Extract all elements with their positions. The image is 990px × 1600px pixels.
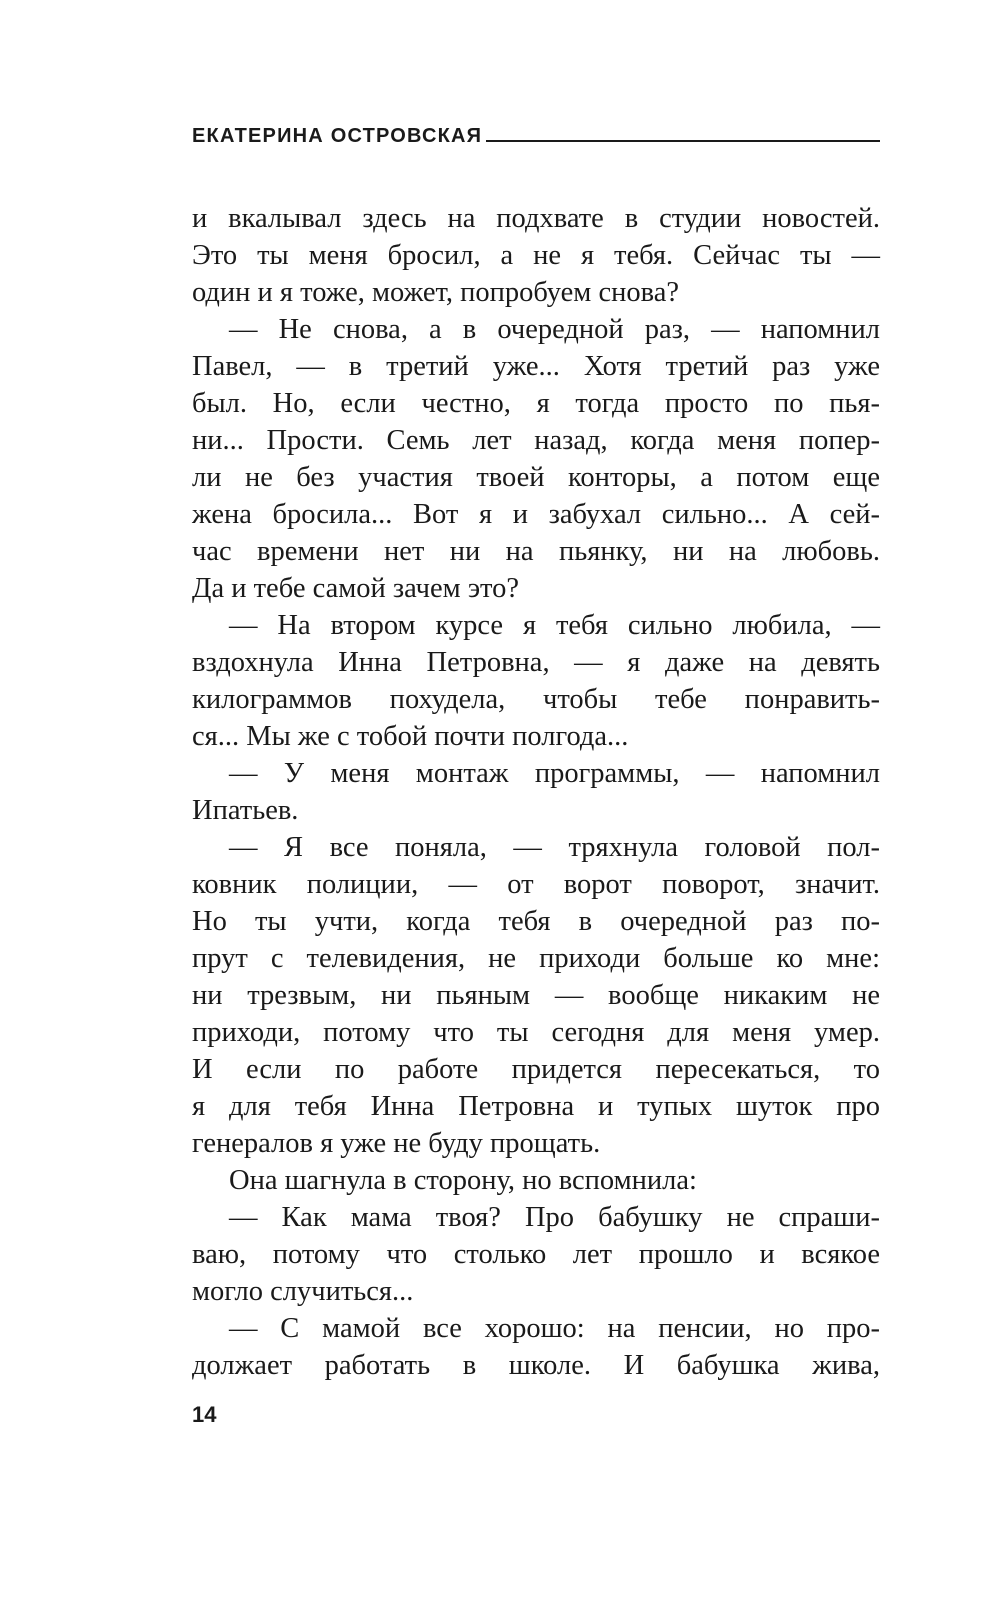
text-line: Павел, — в третий уже... Хотя третий раз уже	[192, 351, 880, 382]
text-line: — Как мама твоя? Про бабушку не спраши-	[229, 1202, 880, 1233]
text-line: — На втором курсе я тебя сильно любила, —	[229, 610, 880, 641]
text-line: — Не снова, а в очередной раз, — напомнил	[229, 314, 880, 345]
text-line: Ипатьев.	[192, 795, 299, 826]
text-line: ваю, потому что столько лет прошло и всякое	[192, 1239, 880, 1270]
running-head-rule	[486, 140, 880, 142]
text-line: прут с телевидения, не приходи больше ко мне:	[192, 943, 880, 974]
text-line: могло случиться...	[192, 1276, 414, 1307]
text-line: — У меня монтаж программы, — напомнил	[229, 758, 880, 789]
text-line: — Я все поняла, — тряхнула головой пол-	[229, 832, 880, 863]
text-line: я для тебя Инна Петровна и тупых шуток про	[192, 1091, 880, 1122]
text-line: ли не без участия твоей конторы, а потом еще	[192, 462, 880, 493]
text-line: Да и тебе самой зачем это?	[192, 573, 520, 604]
running-head-author: ЕКАТЕРИНА ОСТРОВСКАЯ	[192, 125, 483, 147]
text-line: Она шагнула в сторону, но вспомнила:	[229, 1165, 697, 1196]
text-line: — С мамой все хорошо: на пенсии, но про-	[229, 1313, 880, 1344]
text-line: Это ты меня бросил, а не я тебя. Сейчас ты —	[192, 240, 880, 271]
text-line: один и я тоже, может, попробуем снова?	[192, 277, 679, 308]
text-line: жена бросила... Вот я и забухал сильно... А сей-	[192, 499, 880, 530]
text-line: должает работать в школе. И бабушка жива,	[192, 1350, 880, 1381]
text-line: генералов я уже не буду прощать.	[192, 1128, 601, 1159]
text-line: был. Но, если честно, я тогда просто по пья-	[192, 388, 880, 419]
page-number: 14	[192, 1402, 217, 1427]
text-line: приходи, потому что ты сегодня для меня умер.	[192, 1017, 880, 1048]
text-line: ни... Прости. Семь лет назад, когда меня попер-	[192, 425, 880, 456]
text-line: И если по работе придется пересекаться, то	[192, 1054, 880, 1085]
body-text	[192, 200, 880, 1384]
text-line: час времени нет ни на пьянку, ни на любовь.	[192, 536, 880, 567]
text-line: ковник полиции, — от ворот поворот, значит.	[192, 869, 880, 900]
text-line: Но ты учти, когда тебя в очередной раз по-	[192, 906, 880, 937]
text-line: ни трезвым, ни пьяным — вообще никаким не	[192, 980, 880, 1011]
running-head	[192, 118, 880, 148]
text-line: килограммов похудела, чтобы тебе понравить-	[192, 684, 880, 715]
text-line: вздохнула Инна Петровна, — я даже на девять	[192, 647, 880, 678]
text-line: и вкалывал здесь на подхвате в студии новостей.	[192, 203, 880, 234]
text-line: ся... Мы же с тобой почти полгода...	[192, 721, 629, 752]
